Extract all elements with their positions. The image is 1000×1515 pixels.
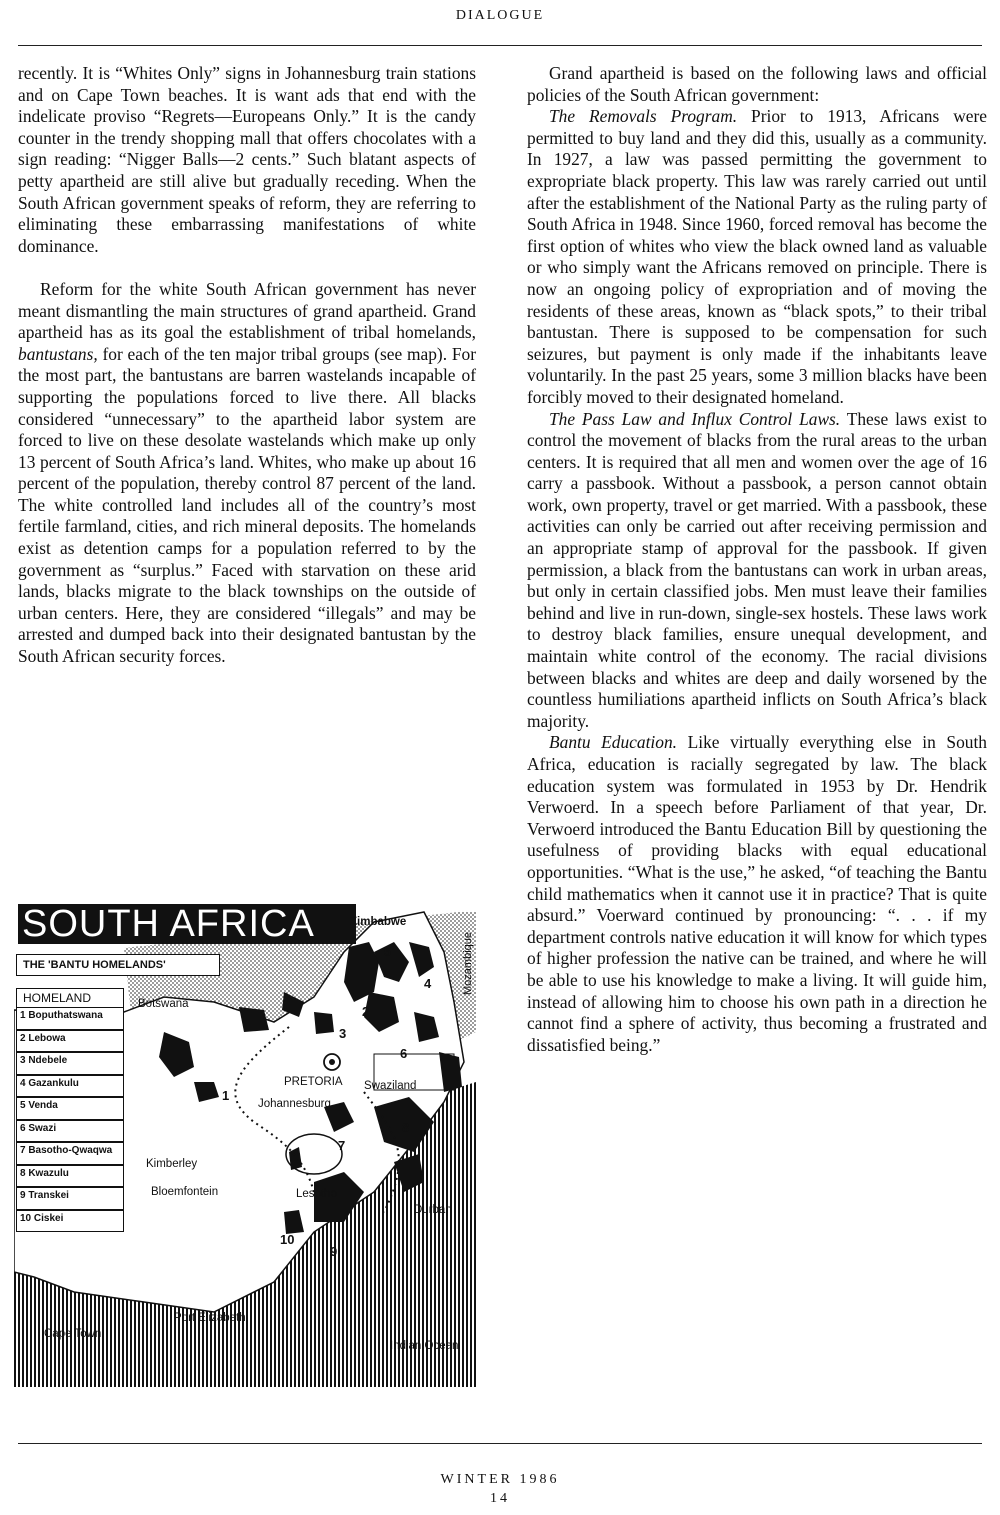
- homeland-number: 6: [400, 1046, 408, 1061]
- homeland-number: 1: [222, 1088, 230, 1103]
- italic-term: bantustans,: [18, 343, 98, 364]
- label-lesotho: Lesotho: [296, 1188, 337, 1200]
- legend-item: 4 Gazankulu: [16, 1075, 124, 1098]
- paragraph: [18, 279, 476, 668]
- map-title: SOUTH AFRICA: [18, 904, 356, 944]
- text: Prior to 1913, Africans were permitted to buy land and they did this, usually as a community. In 1927, a law was passed permitting the government to expropriate black property. This law was rarely carried out until after the establishment of the National Party as the ruling party of South Africa in 1948. Since 1960, forced removal has become the first option of whites who view the black owned land as valuable or who simply want the Africans removed on principle. There is now an ongoing policy of expropriation and of moving the residents of these areas, known as “black spots,” to their tribal bantustan. There is supposed to be compensation for such seizures, but payment is only made if the inhabitants leave voluntarily. In the past 25 years, some 3 million blacks have been forcibly moved to their designated homeland.: [527, 106, 987, 407]
- paragraph: [527, 106, 987, 408]
- homeland-number: 2: [362, 1004, 370, 1019]
- legend-item: 2 Lebowa: [16, 1030, 124, 1053]
- legend-item: 6 Swazi: [16, 1120, 124, 1143]
- page-footer: [0, 1470, 1000, 1508]
- homeland-number: 10: [280, 1232, 295, 1247]
- label-swaziland: Swaziland: [364, 1080, 417, 1092]
- label-pretoria: PRETORIA: [284, 1076, 343, 1088]
- legend-item: 8 Kwazulu: [16, 1165, 124, 1188]
- legend-item: 10 Ciskei: [16, 1210, 124, 1233]
- page-number: 14: [490, 1491, 510, 1506]
- paragraph: recently. It is “Whites Only” signs in Johannesburg train stations and on Cape Town beaches. It is want ads that end with the indelicate proviso “Regrets—Europeans Only.” It is the candy counter in the trendy shopping mall that offers chocolates with a sign reading: “Nigger Balls—2 cents.” Such blatant aspects of petty apartheid are still alive but gradually receding. When the South African government speaks of reform, they are referring to eliminating these embarrassing manifestations of white dominance.: [18, 63, 476, 256]
- left-column: [18, 63, 476, 668]
- label-mozambique: Mozambique: [462, 932, 474, 995]
- legend-item: 9 Transkei: [16, 1187, 124, 1210]
- label-johannesburg: Johannesburg: [258, 1098, 331, 1110]
- label-durban: Durban: [414, 1204, 452, 1216]
- paragraph: Grand apartheid is based on the following laws and official policies of the South African government:: [527, 63, 987, 105]
- right-column: [527, 63, 987, 1056]
- label-port-elizabeth: Port Elizabeth: [174, 1312, 246, 1324]
- section-heading: The Pass Law and Influx Control Laws.: [549, 408, 841, 429]
- issue-label: WINTER 1986: [440, 1472, 560, 1487]
- map-subtitle: THE 'BANTU HOMELANDS': [16, 954, 220, 976]
- homeland-number: 8: [402, 1120, 410, 1135]
- homeland-number: 9: [330, 1244, 338, 1259]
- text: for each of the ten major tribal groups (see map). For the most part, the bantustans are barren wastelands incapable of supporting the populations forced to live there. All blacks considered “unnecessary” to the apartheid labor system are forced to live on these desolate wastelands which make up only 13 percent of South Africa’s land. Whites, who make up about 16 percent of the population, thereby control 87 percent of the land. The white controlled land includes all of the country’s most fertile farmland, cities, and rich mineral deposits. The homelands exist as detention camps for a population referred to by the government as “surplus.” Faced with starvation on these arid lands, blacks migrate to the black townships on the outside of urban centers. Here, they are considered “illegals” and may be arrested and dumped back into their designated bantustan by the South African security forces.: [18, 343, 476, 667]
- legend-header: HOMELAND: [16, 988, 124, 1007]
- legend-item: 1 Boputhatswana: [16, 1007, 124, 1030]
- paragraph: [527, 409, 987, 733]
- top-rule: [18, 45, 982, 46]
- homeland-number: 7: [338, 1138, 346, 1153]
- legend-item: 3 Ndebele: [16, 1052, 124, 1075]
- section-heading: The Removals Program.: [549, 106, 738, 127]
- text: Like virtually everything else in South Africa, education is racially segregated by law. The black education system was formulated in 1953 by Dr. Hendrik Verwoerd. In a speech before Parliament of that year, Dr. Verwoerd introduced the Bantu Education Bill by questioning the usefulness of providing blacks with equal educational opportunities. “What is the use,” he asked, “of teaching the Bantu child mathematics when it cannot use it in practice? That is quite absurd.” Voerward continued by pronouncing: “. . . if my department controls native education it will know for which types of higher profession the native can be trained, and where he will be able to use his knowledge to make a living. It will guide him, instead of allowing him to choose his own path in a direction he cannot find a sphere of activity, thus becoming a frustrated and dissatisfied being.”: [527, 732, 988, 1055]
- running-header: DIALOGUE: [455, 8, 545, 23]
- homeland-legend: [16, 988, 124, 1232]
- paragraph: [527, 732, 987, 1056]
- homeland-number: 4: [424, 976, 432, 991]
- label-botswana: Botswana: [138, 998, 189, 1010]
- homeland-number: 3: [339, 1026, 347, 1041]
- label-kimberley: Kimberley: [146, 1158, 198, 1170]
- homeland-number: 5: [384, 944, 392, 959]
- legend-item: 5 Venda: [16, 1097, 124, 1120]
- section-heading: Bantu Education.: [549, 732, 677, 753]
- label-bloemfontein: Bloemfontein: [151, 1186, 219, 1198]
- text: These laws exist to control the movement of blacks from the rural areas to the urban centers. It is required that all men and women over the age of 16 carry a passbook. Without a passbook, a person cannot obtain work, own property, travel or get married. With a passbook, these activities can only be carried out after receiving permission and an appropriate stamp of approval for the passbook. If given permission, a black from the bantustans can work in urban areas, but only in certain classified jobs. Men must leave their families behind and live in run-down, single-sex hostels. These laws work to destroy black families, ensure unequal development, and maintain white control of the economy. The racial divisions between blacks and whites are deep and daily worsened by the countless humiliations apartheid inflicts on South Africa’s black majority.: [527, 408, 987, 731]
- label-indian-ocean: Indian Ocean: [390, 1340, 459, 1352]
- legend-item: 7 Basotho-Qwaqwa: [16, 1142, 124, 1165]
- label-cape-town: Cape Town: [44, 1328, 102, 1340]
- south-africa-map: [14, 892, 476, 1387]
- text: Reform for the white South African government has never meant dismantling the main structures of grand apartheid. Grand apartheid has as its goal the establishment of tribal homelands,: [18, 278, 476, 343]
- label-zimbabwe: Zimbabwe: [350, 916, 407, 928]
- bottom-rule: [18, 1443, 982, 1444]
